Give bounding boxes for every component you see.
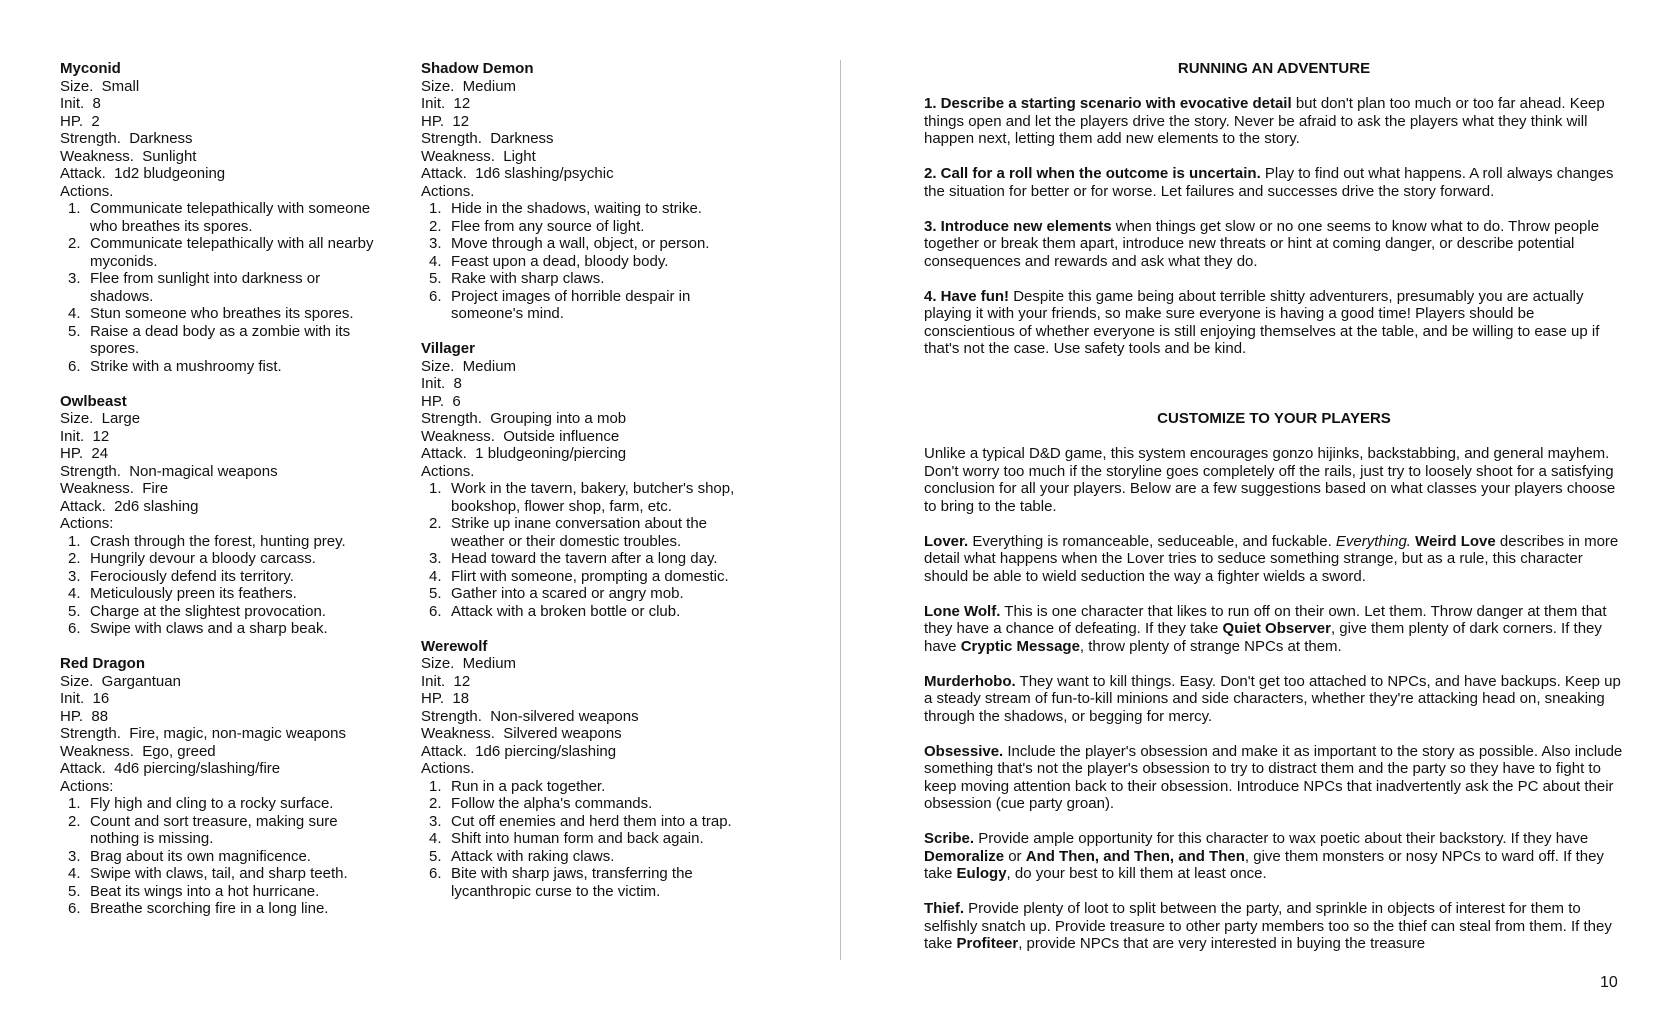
action-number: 5. bbox=[68, 882, 81, 900]
action-number: 3. bbox=[68, 270, 81, 287]
stat-size: Size. Large bbox=[60, 410, 141, 427]
action-text: Ferociously defend its territory. bbox=[90, 567, 294, 585]
running-step bbox=[924, 218, 1624, 271]
action-number: 2. bbox=[68, 812, 81, 830]
actions-list bbox=[60, 795, 380, 918]
action-number: 5. bbox=[429, 847, 442, 865]
action-number: 1. bbox=[68, 200, 81, 217]
action-item bbox=[421, 515, 751, 550]
action-number: 3. bbox=[429, 812, 442, 830]
action-text: Flee from any source of light. bbox=[451, 217, 645, 235]
actions-list bbox=[421, 200, 751, 323]
stat-strength: Strength. Grouping into a mob bbox=[421, 410, 627, 427]
action-item bbox=[421, 813, 751, 831]
bold-term: Lover. bbox=[924, 532, 969, 550]
action-number: 2. bbox=[429, 515, 442, 532]
stat-hp: HP. 12 bbox=[421, 112, 470, 130]
running-step-title: 1. Describe a starting scenario with evocative detail bbox=[924, 95, 1292, 112]
action-number: 1. bbox=[68, 532, 81, 550]
action-item bbox=[60, 200, 380, 235]
action-number: 4. bbox=[429, 567, 442, 585]
action-text: Follow the alpha's commands. bbox=[451, 795, 653, 812]
action-item bbox=[421, 568, 751, 586]
action-text: Raise a dead body as a zombie with its spores. bbox=[90, 322, 351, 357]
suggestion-text: , give them plenty of dark corners. If they have bbox=[924, 620, 1602, 655]
action-text: Shift into human form and back again. bbox=[451, 830, 704, 847]
action-number: 6. bbox=[68, 357, 81, 375]
stat-hp: HP. 18 bbox=[421, 690, 470, 707]
action-text: Hide in the shadows, waiting to strike. bbox=[451, 200, 702, 217]
action-item bbox=[421, 603, 751, 621]
running-adventure-list bbox=[924, 95, 1624, 358]
action-text: Count and sort treasure, making sure nothing is missing. bbox=[90, 812, 338, 847]
action-text: Run in a pack together. bbox=[451, 777, 606, 795]
stat-init: Init. 12 bbox=[421, 95, 471, 112]
bold-term: Eulogy bbox=[956, 865, 1007, 882]
action-item bbox=[421, 830, 751, 848]
actions-label: Actions. bbox=[421, 462, 475, 480]
action-text: Flee from sunlight into darkness or shadows. bbox=[90, 270, 321, 305]
action-item bbox=[421, 778, 751, 796]
action-text: Communicate telepathically with someone who breathes its spores. bbox=[90, 200, 371, 235]
monster-statblock bbox=[421, 340, 751, 620]
action-number: 4. bbox=[68, 865, 81, 882]
action-item bbox=[421, 865, 751, 900]
stat-size: Size. Medium bbox=[421, 357, 517, 375]
action-text: Gather into a scared or angry mob. bbox=[451, 585, 684, 602]
action-item bbox=[60, 848, 380, 866]
action-item bbox=[60, 533, 380, 551]
action-text: Cut off enemies and herd them into a trap. bbox=[451, 812, 732, 830]
stat-init: Init. 12 bbox=[60, 427, 110, 445]
stat-init: Init. 8 bbox=[60, 95, 101, 112]
action-number: 2. bbox=[429, 217, 442, 235]
actions-label: Actions. bbox=[60, 182, 114, 200]
stat-init: Init. 8 bbox=[421, 375, 462, 392]
stat-hp: HP. 88 bbox=[60, 707, 109, 725]
suggestion-text: or bbox=[1004, 847, 1026, 865]
action-item bbox=[60, 900, 380, 918]
action-item bbox=[60, 620, 380, 638]
right-page bbox=[924, 60, 1624, 970]
stat-strength: Strength. Non-silvered weapons bbox=[421, 707, 639, 725]
action-item bbox=[60, 865, 380, 883]
stat-strength: Strength. Fire, magic, non-magic weapons bbox=[60, 725, 346, 742]
action-number: 1. bbox=[429, 200, 442, 217]
stat-weakness: Weakness. Ego, greed bbox=[60, 742, 216, 760]
action-item bbox=[421, 585, 751, 603]
action-text: Hungrily devour a bloody carcass. bbox=[90, 550, 316, 567]
action-text: Attack with raking claws. bbox=[451, 847, 615, 865]
stat-hp: HP. 2 bbox=[60, 112, 100, 130]
class-suggestion bbox=[924, 673, 1624, 726]
action-item bbox=[60, 585, 380, 603]
action-item bbox=[60, 358, 380, 376]
stat-attack: Attack. 1d6 slashing/psychic bbox=[421, 165, 614, 182]
running-step bbox=[924, 165, 1624, 200]
action-text: Breathe scorching fire in a long line. bbox=[90, 900, 329, 917]
class-suggestion bbox=[924, 533, 1624, 586]
action-number: 5. bbox=[68, 322, 81, 340]
action-number: 2. bbox=[68, 550, 81, 567]
monster-statblock bbox=[60, 655, 380, 918]
action-text: Strike with a mushroomy fist. bbox=[90, 357, 282, 375]
monster-name: Red Dragon bbox=[60, 655, 146, 672]
suggestion-text: They want to kill things. Easy. Don't get too attached to NPCs, and have backups. Keep up a steady stream of fun-to-kill minions and side characters, whether they're attacking head on, sneaking through the shadows, or begging for mercy. bbox=[924, 672, 1621, 725]
bold-term: Murderhobo. bbox=[924, 672, 1016, 690]
action-item bbox=[60, 305, 380, 323]
stat-weakness: Weakness. Outside influence bbox=[421, 427, 620, 445]
actions-list bbox=[60, 533, 380, 638]
stat-attack: Attack. 4d6 piercing/slashing/fire bbox=[60, 760, 281, 777]
action-item bbox=[421, 848, 751, 866]
bold-term: Scribe. bbox=[924, 830, 975, 847]
action-item bbox=[421, 235, 751, 253]
running-step-text: Play to find out what happens. A roll always changes the situation for better or for worse. Let failures and successes drive the story forward. bbox=[924, 165, 1614, 200]
stat-init: Init. 16 bbox=[60, 690, 110, 707]
bold-term: Profiteer bbox=[956, 935, 1019, 952]
running-step-title: 3. Introduce new elements bbox=[924, 217, 1112, 235]
bold-term: Lone Wolf. bbox=[924, 602, 1001, 620]
stat-strength: Strength. Non-magical weapons bbox=[60, 462, 278, 480]
class-suggestion bbox=[924, 743, 1624, 813]
stat-attack: Attack. 1d2 bludgeoning bbox=[60, 165, 226, 182]
running-step-text: but don't plan too much or too far ahead. Keep things open and let the players drive the story. Never be afraid to ask the players what they think will happen next, letting them add new elements to the story. bbox=[924, 95, 1605, 147]
suggestion-text: Include the player's obsession and make it as important to the story as possible. Also include something that's not the player's obsession to try to distract them and the party so they have to fight to keep moving attention back to their obsession. Introduce NPCs that inadvertently ask the PC about their obsession (cue party groan). bbox=[924, 742, 1623, 812]
action-item bbox=[60, 883, 380, 901]
customize-heading: CUSTOMIZE TO YOUR PLAYERS bbox=[1157, 410, 1391, 427]
action-text: Charge at the slightest provocation. bbox=[90, 602, 326, 620]
action-number: 4. bbox=[429, 830, 442, 847]
action-text: Rake with sharp claws. bbox=[451, 270, 605, 287]
action-item bbox=[421, 200, 751, 218]
action-number: 1. bbox=[429, 480, 442, 497]
action-item bbox=[421, 795, 751, 813]
action-item bbox=[421, 480, 751, 515]
bold-term: Obsessive. bbox=[924, 742, 1004, 760]
bold-term: Quiet Observer bbox=[1222, 620, 1331, 637]
action-item bbox=[421, 253, 751, 271]
action-text: Move through a wall, object, or person. bbox=[451, 235, 710, 252]
suggestion-text: Provide ample opportunity for this character to wax poetic about their backstory. If they have bbox=[974, 830, 1589, 847]
action-text: Bite with sharp jaws, transferring the lycanthropic curse to the victim. bbox=[451, 865, 693, 900]
monster-statblock bbox=[60, 60, 380, 375]
action-item bbox=[421, 270, 751, 288]
actions-list bbox=[60, 200, 380, 375]
suggestion-text: , provide NPCs that are very interested in buying the treasure bbox=[1018, 935, 1426, 952]
stat-attack: Attack. 1 bludgeoning/piercing bbox=[421, 445, 627, 462]
action-number: 5. bbox=[429, 270, 442, 287]
action-item bbox=[60, 270, 380, 305]
action-text: Fly high and cling to a rocky surface. bbox=[90, 795, 334, 812]
running-step-title: 2. Call for a roll when the outcome is uncertain. bbox=[924, 165, 1261, 182]
action-number: 6. bbox=[429, 602, 442, 620]
stat-strength: Strength. Darkness bbox=[60, 130, 193, 147]
page-divider bbox=[840, 60, 841, 960]
stat-size: Size. Gargantuan bbox=[60, 672, 181, 690]
monster-statblock bbox=[421, 638, 751, 901]
action-number: 2. bbox=[68, 235, 81, 252]
action-text: Stun someone who breathes its spores. bbox=[90, 305, 354, 322]
bold-term: Cryptic Message bbox=[960, 637, 1080, 655]
action-number: 3. bbox=[68, 847, 81, 865]
action-number: 6. bbox=[68, 900, 81, 917]
action-number: 3. bbox=[429, 550, 442, 567]
action-number: 4. bbox=[68, 305, 81, 322]
class-suggestions bbox=[924, 533, 1624, 953]
class-suggestion bbox=[924, 830, 1624, 883]
action-text: Beat its wings into a hot hurricane. bbox=[90, 882, 320, 900]
stat-strength: Strength. Darkness bbox=[421, 130, 554, 147]
action-item bbox=[421, 218, 751, 236]
action-item bbox=[60, 603, 380, 621]
action-text: Head toward the tavern after a long day. bbox=[451, 550, 718, 567]
action-text: Flirt with someone, prompting a domestic. bbox=[451, 567, 729, 585]
monster-name: Owlbeast bbox=[60, 392, 127, 410]
action-item bbox=[60, 235, 380, 270]
stat-size: Size. Medium bbox=[421, 77, 517, 95]
suggestion-text: This is one character that likes to run off on their own. Let them. Throw danger at them that they have a chance of defeating. If they take bbox=[924, 602, 1607, 637]
action-number: 2. bbox=[429, 795, 442, 812]
actions-label: Actions. bbox=[421, 760, 475, 777]
action-item bbox=[60, 813, 380, 848]
actions-label: Actions. bbox=[421, 182, 475, 200]
action-text: Project images of horrible despair in someone's mind. bbox=[451, 287, 691, 322]
monster-name: Werewolf bbox=[421, 637, 488, 655]
running-step bbox=[924, 95, 1624, 148]
italic-term: Everything. bbox=[1335, 532, 1411, 550]
actions-list bbox=[421, 480, 751, 620]
stat-init: Init. 12 bbox=[421, 672, 471, 690]
action-number: 5. bbox=[429, 585, 442, 602]
customize-intro: Unlike a typical D&D game, this system encourages gonzo hijinks, backstabbing, and general mayhem. Don't worry too much if the storyline goes completely off the rails, just try to loosely shoot for a satisfying conclusion for all your players. Below are a few suggestions based on what classes your players choose to bring to the table. bbox=[924, 445, 1616, 515]
running-step-text: when things get slow or no one seems to know what to do. Throw people together or break them apart, introduce new threats or hint at coming danger, or describe potential consequences and rewards and ask what they do. bbox=[924, 217, 1600, 270]
stat-size: Size. Small bbox=[60, 77, 140, 95]
stat-size: Size. Medium bbox=[421, 655, 517, 672]
action-text: Swipe with claws, tail, and sharp teeth. bbox=[90, 865, 348, 882]
action-item bbox=[60, 323, 380, 358]
running-step bbox=[924, 288, 1624, 358]
bold-term: And Then, and Then, and Then bbox=[1025, 847, 1245, 865]
action-text: Work in the tavern, bakery, butcher's shop, bookshop, flower shop, farm, etc. bbox=[451, 480, 735, 515]
class-suggestion bbox=[924, 603, 1624, 656]
class-suggestion bbox=[924, 900, 1624, 953]
monster-column-1 bbox=[60, 60, 380, 935]
action-item bbox=[421, 550, 751, 568]
actions-label: Actions: bbox=[60, 515, 114, 532]
monster-name: Villager bbox=[421, 340, 475, 357]
suggestion-text: describes in more detail what happens when the Lover tries to seduce something strange, but as a rule, this character should be able to wield seduction the way a fighter wields a sword. bbox=[924, 532, 1619, 585]
stat-attack: Attack. 1d6 piercing/slashing bbox=[421, 742, 617, 760]
bold-term: Thief. bbox=[924, 900, 964, 917]
action-number: 5. bbox=[68, 602, 81, 620]
running-adventure-heading: RUNNING AN ADVENTURE bbox=[1177, 60, 1371, 77]
action-text: Strike up inane conversation about the weather or their domestic troubles. bbox=[451, 515, 708, 550]
stat-weakness: Weakness. Light bbox=[421, 147, 536, 165]
suggestion-text: Everything is romanceable, seduceable, and fuckable. bbox=[968, 532, 1336, 550]
suggestion-text: , throw plenty of strange NPCs at them. bbox=[1079, 637, 1342, 655]
action-item bbox=[60, 568, 380, 586]
action-item bbox=[60, 795, 380, 813]
suggestion-text: Provide plenty of loot to split between the party, and sprinkle in objects of interest for them to selfishly snatch up. Provide treasure to other party members too so the thief can steal from them. If they take bbox=[924, 900, 1612, 952]
action-text: Meticulously preen its feathers. bbox=[90, 585, 297, 602]
bold-term: Demoralize bbox=[924, 847, 1005, 865]
action-text: Brag about its own magnificence. bbox=[90, 847, 311, 865]
actions-label: Actions: bbox=[60, 777, 114, 795]
action-number: 1. bbox=[68, 795, 81, 812]
suggestion-text: , give them monsters or nosy NPCs to ward off. If they take bbox=[924, 847, 1604, 882]
page-number: 10 bbox=[1600, 974, 1618, 991]
stat-weakness: Weakness. Fire bbox=[60, 480, 169, 497]
monster-name: Myconid bbox=[60, 60, 121, 77]
bold-term: Weird Love bbox=[1415, 532, 1496, 550]
action-item bbox=[421, 288, 751, 323]
action-number: 3. bbox=[429, 235, 442, 252]
action-text: Attack with a broken bottle or club. bbox=[451, 602, 681, 620]
suggestion-text: , do your best to kill them at least once. bbox=[1006, 865, 1267, 882]
monster-statblock bbox=[60, 393, 380, 638]
monster-statblock bbox=[421, 60, 751, 323]
action-number: 4. bbox=[68, 585, 81, 602]
action-number: 6. bbox=[429, 287, 442, 305]
monster-name: Shadow Demon bbox=[421, 60, 534, 77]
action-text: Communicate telepathically with all nearby myconids. bbox=[90, 235, 374, 270]
action-text: Swipe with claws and a sharp beak. bbox=[90, 620, 328, 637]
stat-hp: HP. 6 bbox=[421, 392, 461, 410]
action-number: 6. bbox=[429, 865, 442, 882]
running-step-title: 4. Have fun! bbox=[924, 287, 1010, 305]
action-number: 1. bbox=[429, 777, 442, 795]
action-number: 6. bbox=[68, 620, 81, 637]
actions-list bbox=[421, 778, 751, 901]
action-text: Feast upon a dead, bloody body. bbox=[451, 252, 669, 270]
action-item bbox=[60, 550, 380, 568]
action-number: 3. bbox=[68, 567, 81, 585]
action-number: 4. bbox=[429, 252, 442, 270]
stat-weakness: Weakness. Silvered weapons bbox=[421, 725, 622, 742]
monster-column-2 bbox=[421, 60, 751, 918]
stat-hp: HP. 24 bbox=[60, 445, 109, 462]
stat-attack: Attack. 2d6 slashing bbox=[60, 497, 199, 515]
action-text: Crash through the forest, hunting prey. bbox=[90, 532, 346, 550]
running-step-text: Despite this game being about terrible shitty adventurers, presumably you are actually playing it with your friends, so make sure everyone is having a good time! Players should be conscientious of whether everyone is still enjoying themselves at the table, and be willing to ease up if that's not the case. Use safety tools and be kind. bbox=[924, 287, 1600, 357]
stat-weakness: Weakness. Sunlight bbox=[60, 147, 197, 165]
